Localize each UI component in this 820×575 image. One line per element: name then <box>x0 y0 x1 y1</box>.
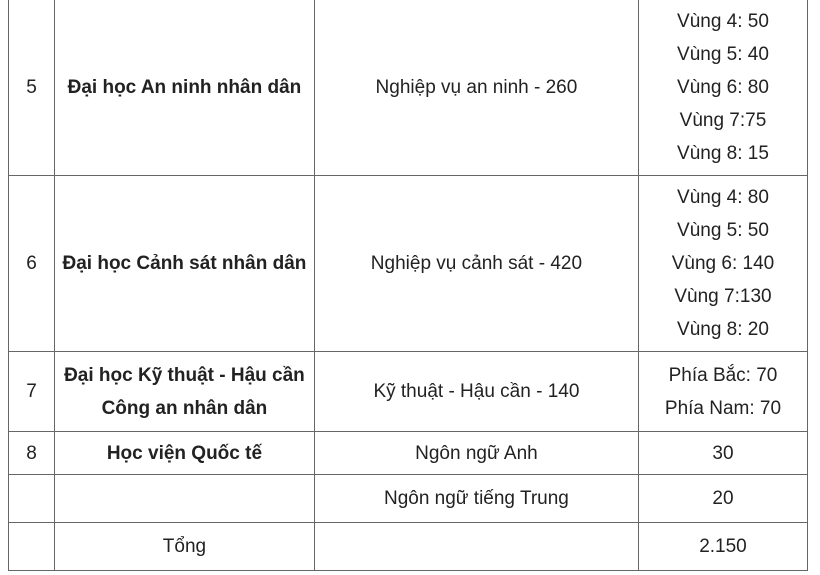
quota-item: Vùng 6: 140 <box>671 253 775 274</box>
school-name <box>54 475 314 523</box>
quota-item: Vùng 5: 50 <box>677 220 769 241</box>
major: Nghiệp vụ an ninh - 260 <box>314 0 638 176</box>
quota-item: Phía Nam: 70 <box>664 397 782 419</box>
admission-quota-table <box>8 0 808 571</box>
school-name: Đại học An ninh nhân dân <box>54 0 314 176</box>
major <box>314 523 638 571</box>
quota-item: Vùng 7:75 <box>679 109 767 131</box>
quota-item: Vùng 8: 15 <box>677 142 769 164</box>
major: Nghiệp vụ cảnh sát - 420 <box>314 176 638 352</box>
major: Ngôn ngữ tiếng Trung <box>314 475 638 523</box>
quota-item: Vùng 5: 40 <box>677 43 769 65</box>
major: Kỹ thuật - Hậu cần - 140 <box>314 352 638 432</box>
total-row <box>9 523 808 571</box>
table-row <box>9 0 808 176</box>
row-number: 8 <box>9 432 55 475</box>
table-row <box>9 432 808 475</box>
quota-item: Vùng 4: 80 <box>677 187 769 208</box>
major: Ngôn ngữ Anh <box>314 432 638 475</box>
quota-item: Vùng 7:130 <box>674 286 772 307</box>
row-number: 5 <box>9 0 55 176</box>
total-label: Tổng <box>54 523 314 571</box>
row-number <box>9 475 55 523</box>
row-number <box>9 523 55 571</box>
school-name: Đại học Kỹ thuật - Hậu cần Công an nhân dân <box>54 352 314 432</box>
quota-item: Vùng 8: 20 <box>677 319 769 340</box>
row-number: 6 <box>9 176 55 352</box>
quota-cell: 30 <box>638 432 807 475</box>
school-name: Đại học Cảnh sát nhân dân <box>54 176 314 352</box>
school-name: Học viện Quốc tế <box>54 432 314 475</box>
quota-item: Vùng 6: 80 <box>677 76 769 98</box>
table-row <box>9 352 808 432</box>
quota-cell <box>638 176 807 352</box>
table-row <box>9 475 808 523</box>
table-row <box>9 176 808 352</box>
row-number: 7 <box>9 352 55 432</box>
total-value: 2.150 <box>638 523 807 571</box>
quota-item: Vùng 4: 50 <box>677 10 769 32</box>
quota-cell <box>638 0 807 176</box>
quota-cell: 20 <box>638 475 807 523</box>
quota-cell <box>638 352 807 432</box>
quota-item: Phía Bắc: 70 <box>668 364 778 386</box>
